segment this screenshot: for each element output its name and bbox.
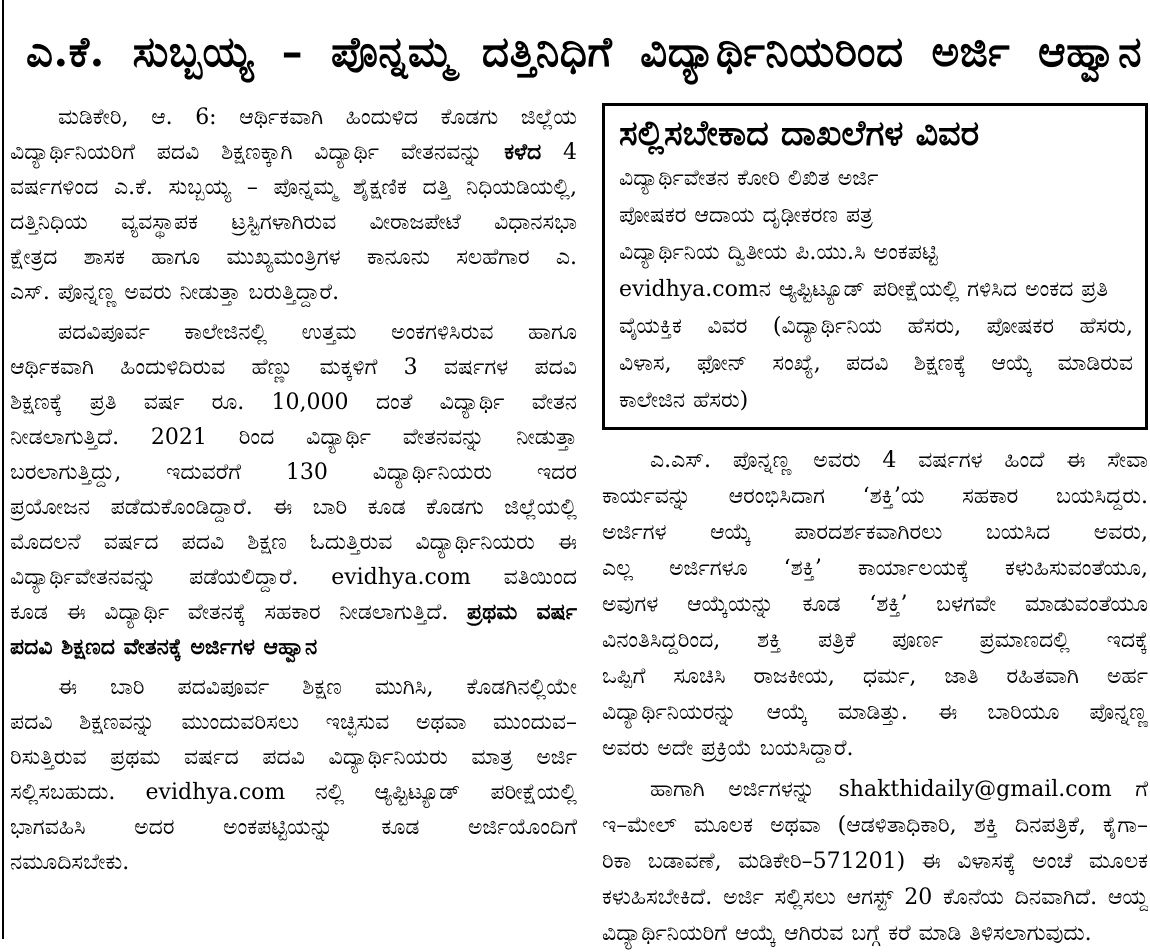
text-line: ಎ.ಎಸ್. ಪೊನ್ನಣ್ಣ ಅವರು 4 ವರ್ಷಗಳ ಹಿಂದೆ ಈ ಸೇವಾ: [650, 448, 1148, 473]
text-line: ಶಿಕ್ಷಣಕ್ಕೆ ಪ್ರತಿ ವರ್ಷ ರೂ. 10,000 ದಂತೆ ವಿದ್ಯಾರ್ಥಿ ವೇತನ: [10, 390, 577, 415]
text-line: ವಿನಂತಿಸಿದ್ದರಿಂದ, ಶಕ್ತಿ ಪತ್ರಿಕೆ ಪೂರ್ಣ ಪ್ರಮಾಣದಲ್ಲಿ ಇದಕ್ಕೆ: [602, 628, 1148, 653]
text-line: ಮೊದಲನೆ ವರ್ಷದ ಪದವಿ ಶಿಕ್ಷಣ ಓದುತ್ತಿರುವ ವಿದ್ಯಾರ್ಥಿನಿಯರು ಈ: [10, 530, 577, 555]
text-line: ವರ್ಷಗಳಿಂದ ಎ.ಕೆ. ಸುಬ್ಬಯ್ಯ – ಪೊನ್ನಮ್ಮ ಶೈಕ್ಷಣಿಕ ದತ್ತಿ ನಿಧಿಯಡಿಯಲ್ಲಿ,: [10, 175, 577, 200]
text-line: ರಿಕಾ ಬಡಾವಣೆ, ಮಡಿಕೇರಿ–571201) ಈ ವಿಳಾಸಕ್ಕೆ ಅಂಚೆ ಮೂಲಕ: [602, 849, 1148, 874]
info-box-document-list: [619, 160, 1133, 419]
text-line: ಪ್ರಯೋಜನ ಪಡೆದುಕೊಂಡಿದ್ದಾರೆ. ಈ ಬಾರಿ ಕೂಡ ಕೊಡಗು ಜಿಲ್ಲೆಯಲ್ಲಿ: [10, 495, 577, 520]
text-line: ಮಡಿಕೇರಿ, ಆ. 6: ಆರ್ಥಿಕವಾಗಿ ಹಿಂದುಳಿದ ಕೊಡಗು ಜಿಲ್ಲೆಯ: [58, 105, 577, 130]
text-line: ಪದವಿಪೂರ್ವ ಕಾಲೇಜಿನಲ್ಲಿ ಉತ್ತಮ ಅಂಕಗಳಿಸಿರುವ ಹಾಗೂ: [58, 320, 577, 345]
text-line: ವಿದ್ಯಾರ್ಥಿವೇತನವನ್ನು ಪಡೆಯಲಿದ್ದಾರೆ. evidhya.com ವತಿಯಿಂದ: [10, 565, 577, 590]
text-line: ವಿದ್ಯಾರ್ಥಿನಿಯರಿಗೆ ಆಯ್ಕೆ ಆಗಿರುವ ಬಗ್ಗೆ ಕರೆ ಮಾಡಿ ತಿಳಿಸಲಾಗುವುದು.: [602, 921, 1092, 946]
text-segment: ವಿದ್ಯಾರ್ಥಿನಿಯರಿಗೆ ಪದವಿ ಶಿಕ್ಷಣಕ್ಕಾಗಿ ವಿದ್ಯಾರ್ಥಿ ವೇತನವನ್ನು: [10, 140, 505, 165]
text-line: ಬರಲಾಗುತ್ತಿದ್ದು, ಇದುವರೆಗೆ 130 ವಿದ್ಯಾರ್ಥಿನಿಯರು ಇದರ: [10, 460, 577, 485]
text-segment: 4: [541, 140, 577, 165]
text-line: ರಿಸುತ್ತಿರುವ ಪ್ರಥಮ ವರ್ಷದ ಪದವಿ ವಿದ್ಯಾರ್ಥಿನಿಯರು ಮಾತ್ರ ಅರ್ಜಿ: [10, 745, 577, 770]
text-line: ವಿಳಾಸ, ಫೋನ್ ಸಂಖ್ಯೆ, ಪದವಿ ಶಿಕ್ಷಣಕ್ಕೆ ಆಯ್ಕೆ ಮಾಡಿರುವ: [619, 351, 1133, 376]
text-line: ಪೋಷಕರ ಆದಾಯ ದೃಢೀಕರಣ ಪತ್ರ: [619, 203, 873, 228]
text-line: ಎಸ್. ಪೊನ್ನಣ್ಣ ಅವರು ನೀಡುತ್ತಾ ಬರುತ್ತಿದ್ದಾರೆ.: [10, 280, 340, 305]
text-line: ಸಲ್ಲಿಸಬಹುದು. evidhya.com ನಲ್ಲಿ ಆ್ಯಪ್ಟಿಟ್ಯೂಡ್ ಪರೀಕ್ಷೆಯಲ್ಲಿ: [10, 780, 577, 805]
left-border-rule: [2, 0, 4, 939]
info-box-title: ಸಲ್ಲಿಸಬೇಕಾದ ದಾಖಲೆಗಳ ವಿವರ: [619, 113, 980, 154]
text-line: [10, 595, 577, 630]
text-line: ಈ ಬಾರಿ ಪದವಿಪೂರ್ವ ಶಿಕ್ಷಣ ಮುಗಿಸಿ, ಕೊಡಗಿನಲ್ಲಿಯೇ: [58, 675, 577, 700]
text-line: ಹಾಗಾಗಿ ಅರ್ಜಿಗಳನ್ನು shakthidaily@gmail.com ಗೆ: [650, 777, 1148, 802]
text-line: ವಿದ್ಯಾರ್ಥಿವೇತನ ಕೋರಿ ಲಿಖಿತ ಅರ್ಜಿ: [619, 166, 879, 191]
text-line: [10, 630, 577, 665]
text-line: ಅರ್ಜಿಗಳ ಆಯ್ಕೆ ಪಾರದರ್ಶಕವಾಗಿರಲು ಬಯಸಿದ ಅವರು,: [602, 520, 1148, 545]
text-line: ದತ್ತಿನಿಧಿಯ ವ್ಯವಸ್ಥಾಪಕ ಟ್ರಸ್ಟಿಗಳಾಗಿರುವ ವೀರಾಜಪೇಟೆ ವಿಧಾನಸಭಾ: [10, 210, 577, 235]
text-line: ಒಪ್ಪಿಗೆ ಸೂಚಿಸಿ ರಾಜಕೀಯ, ಧರ್ಮ, ಜಾತಿ ರಹಿತವಾಗಿ ಅರ್ಹ: [602, 664, 1148, 689]
text-line: ಕಳುಹಿಸಬೇಕಿದೆ. ಅರ್ಜಿ ಸಲ್ಲಿಸಲು ಆಗಸ್ಟ್ 20 ಕೊನೆಯ ದಿನವಾಗಿದೆ. ಆಯ್ದ: [602, 885, 1148, 910]
article-headline: ಎ.ಕೆ. ಸುಬ್ಬಯ್ಯ – ಪೊನ್ನಮ್ಮ ದತ್ತಿನಿಧಿಗೆ ವಿದ್ಯಾರ್ಥಿನಿಯರಿಂದ ಅರ್ಜಿ ಆಹ್ವಾನ: [26, 27, 1142, 76]
left-column: [10, 100, 577, 880]
text-line: ವಿದ್ಯಾರ್ಥಿನಿಯ ದ್ವಿತೀಯ ಪಿ.ಯು.ಸಿ ಅಂಕಪಟ್ಟಿ: [619, 240, 938, 265]
paragraph-dateline-intro: [10, 100, 577, 310]
bold-text-segment: ಪ್ರಥಮ ವರ್ಷ: [467, 599, 577, 625]
text-line: ನಮೂದಿಸಬೇಕು.: [10, 850, 130, 875]
text-line: ಭಾಗವಹಿಸಿ ಅದರ ಅಂಕಪಟ್ಟಿಯನ್ನು ಕೂಡ ಅರ್ಜಿಯೊಂದಿಗೆ: [10, 815, 577, 840]
text-line: ನೀಡಲಾಗುತ್ತಿದೆ. 2021 ರಿಂದ ವಿದ್ಯಾರ್ಥಿ ವೇತನವನ್ನು ನೀಡುತ್ತಾ: [10, 425, 577, 450]
right-column: [602, 103, 1148, 952]
text-line: [10, 135, 577, 170]
text-line: ವೈಯಕ್ತಿಕ ವಿವರ (ವಿದ್ಯಾರ್ಥಿನಿಯ ಹೆಸರು, ಪೋಷಕರ ಹೆಸರು,: [619, 314, 1133, 339]
text-line: ಇ–ಮೇಲ್ ಮೂಲಕ ಅಥವಾ (ಆಡಳಿತಾಧಿಕಾರಿ, ಶಕ್ತಿ ದಿನಪತ್ರಿಕೆ, ಕೈಗಾ–: [602, 813, 1148, 838]
text-line: ಕಾರ್ಯವನ್ನು ಆರಂಭಿಸಿದಾಗ ‘ಶಕ್ತಿ’ಯ ಸಹಕಾರ ಬಯಸಿದ್ದರು.: [602, 484, 1148, 509]
text-line: ಅವರು ಅದೇ ಪ್ರಕ್ರಿಯೆ ಬಯಸಿದ್ದಾರೆ.: [602, 736, 854, 761]
bold-text-segment: ಪದವಿ ಶಿಕ್ಷಣದ ವೇತನಕ್ಕೆ ಅರ್ಜಿಗಳ ಆಹ್ವಾನ: [10, 634, 318, 660]
documents-info-box: [602, 103, 1148, 430]
text-line: ಆರ್ಥಿಕವಾಗಿ ಹಿಂದುಳಿದಿರುವ ಹೆಣ್ಣು ಮಕ್ಕಳಿಗೆ 3 ವರ್ಷಗಳ ಪದವಿ: [10, 355, 577, 380]
text-line: ಪದವಿ ಶಿಕ್ಷಣವನ್ನು ಮುಂದುವರಿಸಲು ಇಚ್ಛಿಸುವ ಅಥವಾ ಮುಂದುವ–: [10, 710, 577, 735]
bold-text-segment: ಕಳೆದ: [504, 139, 542, 165]
paragraph-scholarship-details: [10, 315, 577, 665]
text-line: ಎಲ್ಲ ಅರ್ಜಿಗಳೂ ‘ಶಕ್ತಿ’ ಕಾರ್ಯಾಲಯಕ್ಕೆ ಕಳುಹಿಸುವಂತೆಯೂ,: [602, 556, 1148, 581]
text-line: ಕಾಲೇಜಿನ ಹೆಸರು): [619, 388, 749, 413]
text-line: ಅವುಗಳ ಆಯ್ಕೆಯನ್ನು ಕೂಡ ‘ಶಕ್ತಿ’ ಬಳಗವೇ ಮಾಡುವಂತೆಯೂ: [602, 592, 1148, 617]
text-line: evidhya.comನ ಆ್ಯಪ್ಟಿಟ್ಯೂಡ್ ಪರೀಕ್ಷೆಯಲ್ಲಿ ಗಳಿಸಿದ ಅಂಕದ ಪ್ರತಿ: [619, 277, 1109, 302]
text-line: ಕ್ಷೇತ್ರದ ಶಾಸಕ ಹಾಗೂ ಮುಖ್ಯಮಂತ್ರಿಗಳ ಕಾನೂನು ಸಲಹೆಗಾರ ಎ.: [10, 245, 577, 270]
paragraph-eligibility: [10, 670, 577, 880]
paragraph-shakthi-selection: [602, 443, 1148, 767]
text-segment: ಕೂಡ ಈ ವಿದ್ಯಾರ್ಥಿ ವೇತನಕ್ಕೆ ಸಹಕಾರ ನೀಡಲಾಗುತ್ತಿದೆ.: [10, 600, 468, 625]
text-line: ವಿದ್ಯಾರ್ಥಿನಿಯರನ್ನು ಆಯ್ಕೆ ಮಾಡಿತ್ತು. ಈ ಬಾರಿಯೂ ಪೊನ್ನಣ್ಣ: [602, 700, 1148, 725]
paragraph-submission-address: [602, 772, 1148, 952]
